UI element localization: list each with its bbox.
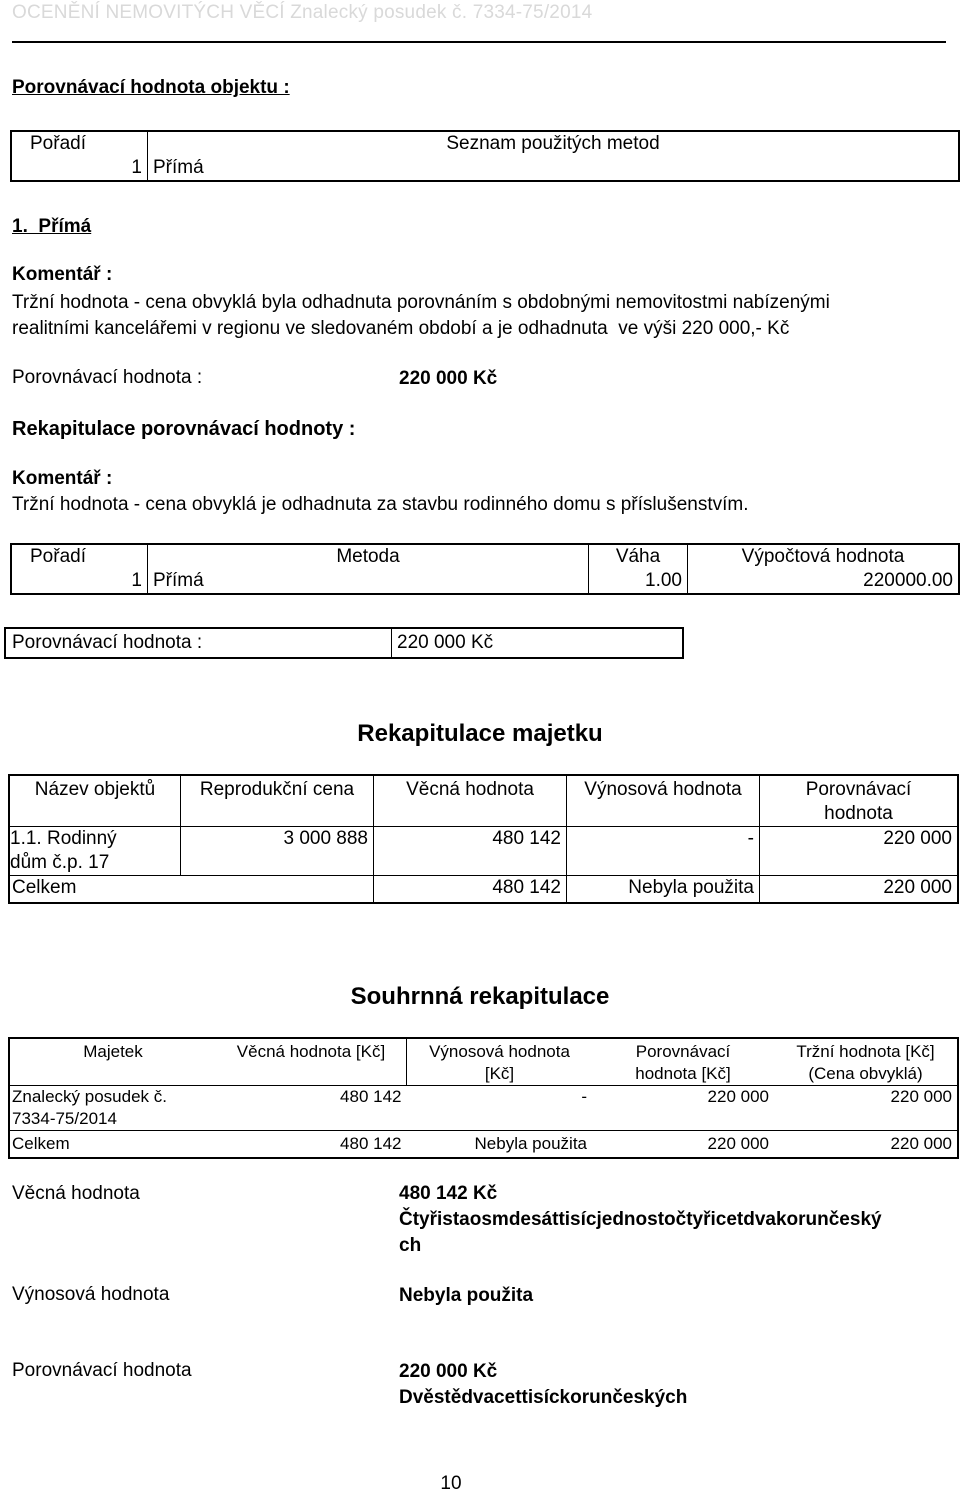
page-number: 10 bbox=[440, 1473, 462, 1494]
method-value: 220 000 Kč bbox=[399, 368, 498, 389]
final-porov-label: Porovnávací hodnota bbox=[12, 1360, 192, 1381]
property-row-porov: 220 000 bbox=[760, 827, 959, 876]
methods-col-list: Seznam použitých metod bbox=[148, 131, 960, 156]
methods-row-order: 1 bbox=[11, 156, 148, 181]
summary-row-porov: 220 000 bbox=[592, 1086, 774, 1131]
property-col-vynos: Výnosová hodnota bbox=[567, 775, 760, 827]
property-col-name: Název objektů bbox=[9, 775, 181, 827]
summary-total-porov: 220 000 bbox=[592, 1131, 774, 1159]
property-row-vecna: 480 142 bbox=[374, 827, 567, 876]
recap-row-weight: 1.00 bbox=[589, 569, 688, 594]
property-col-porov bbox=[760, 775, 959, 827]
recap-col-value: Výpočtová hodnota bbox=[688, 544, 960, 569]
methods-row-name: Přímá bbox=[148, 156, 960, 181]
methods-col-order: Pořadí bbox=[11, 131, 148, 156]
summary-row-name-line: 7334-75/2014 bbox=[12, 1109, 117, 1128]
recap-row-value: 220000.00 bbox=[688, 569, 960, 594]
property-total-label: Celkem bbox=[9, 876, 181, 904]
summary-total-trzni: 220 000 bbox=[774, 1131, 958, 1159]
method-value-label: Porovnávací hodnota : bbox=[12, 367, 203, 388]
property-col-porov-line: Porovnávací bbox=[805, 779, 912, 800]
property-row-vynos: - bbox=[567, 827, 760, 876]
property-total-porov: 220 000 bbox=[760, 876, 959, 904]
recap-result-label: Porovnávací hodnota : bbox=[5, 628, 392, 658]
property-col-repro: Reprodukční cena bbox=[181, 775, 374, 827]
summary-total-label: Celkem bbox=[9, 1131, 216, 1159]
summary-col-vynos bbox=[407, 1038, 593, 1086]
property-total-vecna: 480 142 bbox=[374, 876, 567, 904]
summary-row-trzni: 220 000 bbox=[774, 1086, 958, 1131]
summary-row-vecna: 480 142 bbox=[216, 1086, 407, 1131]
summary-table bbox=[8, 1037, 959, 1159]
final-vecna-value: 480 142 Kč bbox=[399, 1183, 498, 1204]
recap-comment: Tržní hodnota - cena obvyklá je odhadnuta za stavbu rodinného domu s příslušenstvím. bbox=[12, 494, 749, 515]
final-vecna-words: Čtyřistaosmdesáttisícjednostočtyřicetdvakorunčeský bbox=[399, 1209, 882, 1230]
final-vecna-label: Věcná hodnota bbox=[12, 1183, 140, 1204]
property-total-vynos: Nebyla použita bbox=[567, 876, 760, 904]
property-row-name-line: 1.1. Rodinný bbox=[10, 828, 117, 849]
property-title: Rekapitulace majetku bbox=[357, 720, 603, 747]
methods-table bbox=[10, 130, 960, 182]
summary-col-trzni bbox=[774, 1038, 958, 1086]
recap-col-order: Pořadí bbox=[11, 544, 148, 569]
method-heading: 1. Přímá bbox=[12, 216, 92, 237]
summary-col-majetek: Majetek bbox=[9, 1038, 216, 1086]
summary-col-porov-line: hodnota [Kč] bbox=[635, 1064, 731, 1083]
recap-col-method: Metoda bbox=[148, 544, 589, 569]
summary-row-name bbox=[9, 1086, 216, 1131]
property-total-repro bbox=[181, 876, 374, 904]
recap-title: Rekapitulace porovnávací hodnoty : bbox=[12, 418, 356, 440]
property-table bbox=[8, 774, 959, 904]
summary-total-vecna: 480 142 bbox=[216, 1131, 407, 1159]
summary-col-trzni-line: Tržní hodnota [Kč] bbox=[796, 1042, 935, 1061]
comment-line: Tržní hodnota - cena obvyklá byla odhadnuta porovnáním s obdobnými nemovitostmi nabízenými bbox=[12, 292, 830, 313]
recap-result-box bbox=[4, 627, 684, 659]
final-vecna-words: ch bbox=[399, 1235, 422, 1256]
final-vynos-value: Nebyla použita bbox=[399, 1285, 534, 1306]
recap-result-value: 220 000 Kč bbox=[392, 628, 684, 658]
property-row-repro: 3 000 888 bbox=[181, 827, 374, 876]
property-col-vecna: Věcná hodnota bbox=[374, 775, 567, 827]
summary-col-vynos-line: [Kč] bbox=[484, 1064, 515, 1083]
summary-row-vynos: - bbox=[407, 1086, 593, 1131]
property-col-porov-line: hodnota bbox=[824, 803, 893, 824]
summary-total-vynos: Nebyla použita bbox=[407, 1131, 593, 1159]
recap-col-weight: Váha bbox=[589, 544, 688, 569]
comment-line: realitními kancelářemi v regionu ve sledovaném období a je odhadnuta ve výši 220 000,- Kč bbox=[12, 318, 790, 339]
summary-col-porov bbox=[592, 1038, 774, 1086]
page-header: OCENĚNÍ NEMOVITÝCH VĚCÍ Znalecký posudek č. 7334-75/2014 bbox=[12, 2, 593, 23]
recap-row-order: 1 bbox=[11, 569, 148, 594]
section-title: Porovnávací hodnota objektu : bbox=[12, 77, 290, 98]
summary-row-name-line: Znalecký posudek č. bbox=[12, 1087, 167, 1106]
final-porov-words: Dvěstědvacettisíckorunčeských bbox=[399, 1387, 688, 1408]
final-porov-value: 220 000 Kč bbox=[399, 1361, 498, 1382]
recap-comment-label: Komentář : bbox=[12, 468, 113, 489]
comment-label: Komentář : bbox=[12, 264, 113, 285]
summary-col-porov-line: Porovnávací bbox=[635, 1042, 731, 1061]
header-rule bbox=[12, 41, 946, 43]
summary-col-vecna: Věcná hodnota [Kč] bbox=[216, 1038, 407, 1086]
final-vynos-label: Výnosová hodnota bbox=[12, 1284, 170, 1305]
recap-table bbox=[10, 543, 960, 595]
summary-title: Souhrnná rekapitulace bbox=[350, 983, 610, 1010]
recap-row-method: Přímá bbox=[148, 569, 589, 594]
property-row-name-line: dům č.p. 17 bbox=[10, 852, 110, 873]
property-row-name bbox=[9, 827, 181, 876]
summary-col-vynos-line: Výnosová hodnota bbox=[429, 1042, 570, 1061]
summary-col-trzni-line: (Cena obvyklá) bbox=[808, 1064, 923, 1083]
